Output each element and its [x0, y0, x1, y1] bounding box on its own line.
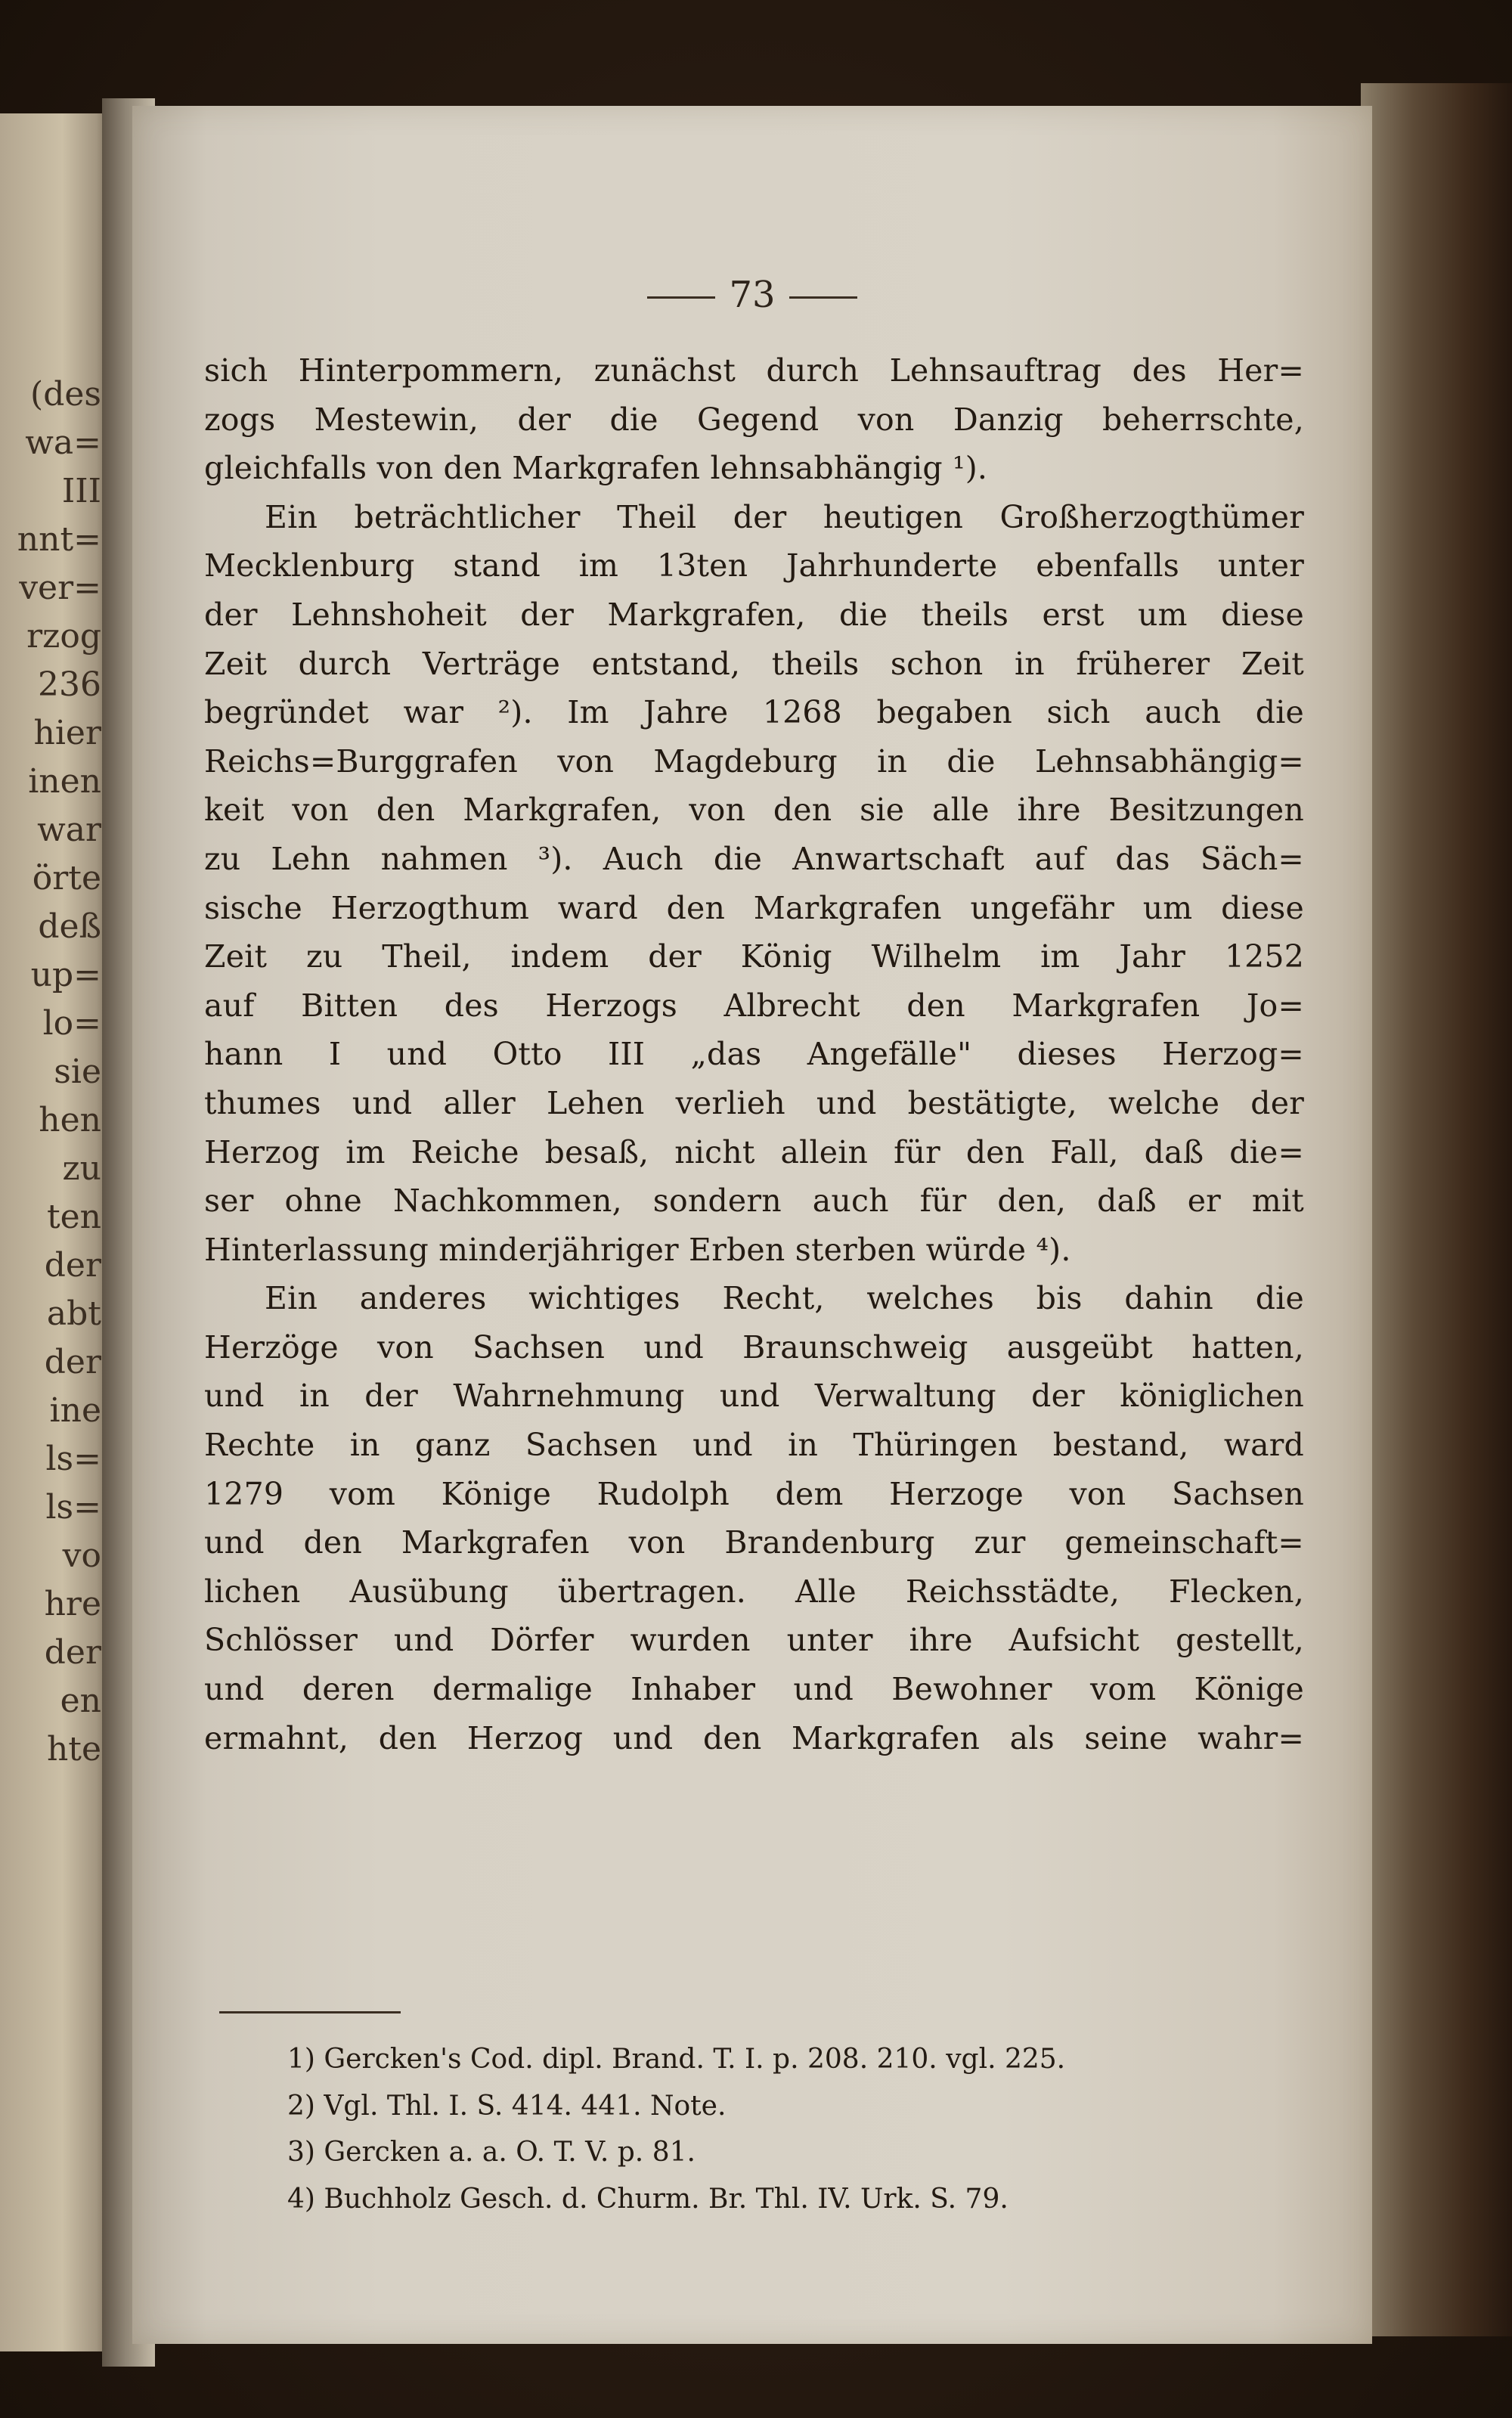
previous-page-fragment: abt — [46, 1294, 101, 1333]
book-cover-edge — [1361, 83, 1512, 2336]
text-line: zu Lehn nahmen ³). Auch die Anwartschaft auf das Säch= — [204, 840, 1304, 877]
body-text — [204, 346, 1304, 1762]
text-line: Zeit durch Verträge entstand, theils schon in früherer Zeit — [204, 645, 1304, 682]
text-line: thumes und aller Lehen verlieh und bestätigte, welche der — [204, 1084, 1304, 1121]
text-line: lichen Ausübung übertragen. Alle Reichsstädte, Flecken, — [204, 1573, 1304, 1610]
previous-page-fragment: ls= — [45, 1440, 101, 1478]
previous-page-fragment: zu — [62, 1149, 101, 1188]
previous-page-fragment: ine — [49, 1391, 101, 1430]
text-line: Herzog im Reiche besaß, nicht allein für den Fall, daß die= — [204, 1133, 1304, 1170]
previous-page-edge — [0, 113, 113, 2351]
text-line: Ein anderes wichtiges Recht, welches bis dahin die — [265, 1280, 1304, 1317]
previous-page-fragment: war — [37, 811, 101, 849]
text-line: Ein beträchtlicher Theil der heutigen Großherzogthümer — [265, 498, 1304, 535]
text-line: sich Hinterpommern, zunächst durch Lehnsauftrag des Her= — [204, 352, 1304, 389]
previous-page-fragment: ver= — [19, 569, 101, 607]
text-line: auf Bitten des Herzogs Albrecht den Markgrafen Jo= — [204, 987, 1304, 1024]
previous-page-fragment: der — [44, 1633, 101, 1672]
text-line: gleichfalls von den Markgrafen lehnsabhängig ¹). — [204, 450, 988, 487]
page-number-header — [132, 274, 1372, 316]
previous-page-text — [0, 370, 106, 1774]
previous-page-fragment: vo — [62, 1536, 101, 1575]
text-line: keit von den Markgrafen, von den sie alle ihre Besitzungen — [204, 792, 1304, 829]
previous-page-fragment: sie — [54, 1052, 101, 1091]
previous-page-fragment: (des — [30, 375, 101, 414]
text-line: sische Herzogthum ward den Markgrafen ungefähr um diese — [204, 889, 1304, 926]
text-line: und den Markgrafen von Brandenburg zur gemeinschaft= — [204, 1524, 1304, 1561]
previous-page-fragment: hier — [33, 714, 101, 752]
text-line: Mecklenburg stand im 13ten Jahrhunderte ebenfalls unter — [204, 547, 1304, 584]
footnote: 4) Buchholz Gesch. d. Churm. Br. Thl. IV. Urk. S. 79. — [287, 2183, 1009, 2215]
previous-page-fragment: deß — [38, 907, 101, 946]
text-line: 1279 vom Könige Rudolph dem Herzoge von Sachsen — [204, 1475, 1304, 1512]
footnotes — [287, 2036, 1300, 2222]
previous-page-fragment: ten — [46, 1198, 101, 1236]
previous-page-fragment: 236 — [38, 665, 101, 704]
previous-page-fragment: up= — [30, 956, 101, 994]
text-line: Hinterlassung minderjähriger Erben sterben würde ⁴). — [204, 1231, 1071, 1268]
text-line: begründet war ²). Im Jahre 1268 begaben sich auch die — [204, 694, 1304, 731]
previous-page-fragment: en — [60, 1682, 101, 1720]
text-line: und deren dermalige Inhaber und Bewohner vom Könige — [204, 1671, 1304, 1708]
previous-page-fragment: wa= — [25, 423, 101, 462]
previous-page-fragment: örte — [32, 859, 101, 897]
text-line: ser ohne Nachkommen, sondern auch für den, daß er mit — [204, 1183, 1304, 1220]
text-line: hann I und Otto III „das Angefälle" dieses Herzog= — [204, 1036, 1304, 1073]
text-line: Zeit zu Theil, indem der König Wilhelm im Jahr 1252 — [204, 938, 1304, 975]
footnote: 2) Vgl. Thl. I. S. 414. 441. Note. — [287, 2090, 727, 2122]
page-number: 73 — [729, 274, 776, 316]
text-line: Rechte in ganz Sachsen und in Thüringen bestand, ward — [204, 1427, 1304, 1464]
text-line: und in der Wahrnehmung und Verwaltung der königlichen — [204, 1378, 1304, 1415]
book-page — [132, 106, 1372, 2344]
header-dash-right — [789, 296, 857, 299]
previous-page-fragment: III — [61, 472, 101, 510]
text-line: ermahnt, den Herzog und den Markgrafen als seine wahr= — [204, 1719, 1304, 1756]
previous-page-fragment: hre — [44, 1585, 101, 1623]
previous-page-fragment: ls= — [45, 1488, 101, 1527]
previous-page-fragment: nnt= — [17, 520, 101, 559]
previous-page-fragment: rzog — [26, 617, 101, 656]
previous-page-fragment: inen — [28, 762, 101, 801]
previous-page-fragment: lo= — [42, 1004, 101, 1043]
previous-page-fragment: der — [44, 1343, 101, 1381]
previous-page-fragment: hen — [39, 1101, 101, 1139]
footnote-rule — [219, 2011, 401, 2013]
text-line: Herzöge von Sachsen und Braunschweig ausgeübt hatten, — [204, 1328, 1304, 1366]
text-line: Schlösser und Dörfer wurden unter ihre Aufsicht gestellt, — [204, 1622, 1304, 1659]
text-line: zogs Mestewin, der die Gegend von Danzig beherrschte, — [204, 401, 1304, 438]
footnote: 1) Gercken's Cod. dipl. Brand. T. I. p. 208. 210. vgl. 225. — [287, 2044, 1066, 2075]
footnote: 3) Gercken a. a. O. T. V. p. 81. — [287, 2137, 696, 2168]
header-dash-left — [647, 296, 715, 299]
previous-page-fragment: der — [44, 1246, 101, 1285]
text-line: Reichs=Burggrafen von Magdeburg in die Lehnsabhängig= — [204, 742, 1304, 780]
text-line: der Lehnshoheit der Markgrafen, die theils erst um diese — [204, 596, 1304, 633]
previous-page-fragment: hte — [46, 1730, 101, 1769]
